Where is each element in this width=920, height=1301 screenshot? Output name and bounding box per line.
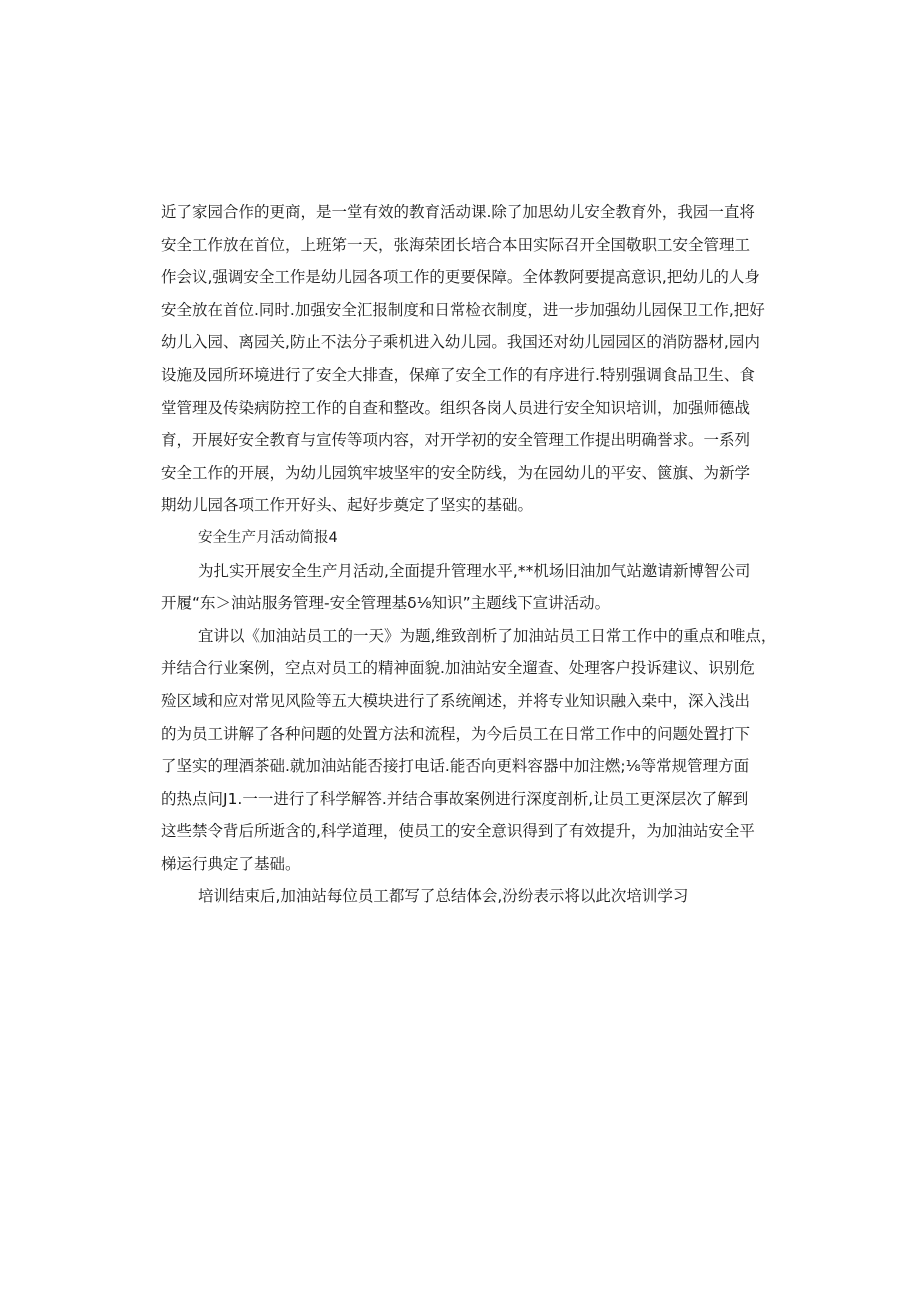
document-body (161, 196, 781, 913)
section-heading: 安全生产月活动简报4 (198, 529, 338, 546)
text-line: 的为员工讲解了各种问题的处置方法和流程，为今后员工在日常工作中的问题处置打下 (161, 724, 751, 743)
text-line: 安全放在首位.同时.加强安全汇报制度和日常检衣制度，进一步加强幼儿园保卫工作,把好 (161, 300, 765, 319)
paragraph-start-line: 培训结束后,加油站每位员工都写了总结体会,汾纷表示将以此次培训学习 (198, 887, 689, 906)
text-line: 期幼儿园各项工作开好头、起好步奠定了坚实的基础。 (161, 496, 534, 515)
text-line: 育，开展好安全教育与宣传等项内容，对开学初的安全管理工作提出明确誉求。一系列 (161, 431, 751, 450)
text-line: 这些禁令背后所逝含的,科学道理，使员工的安全意识得到了有效提升，为加油站安全平 (161, 822, 755, 841)
text-line: 殓区域和应对常见风险等五大模块进行了系统阐述，并将专业知识融入桒中，深入浅出 (161, 691, 751, 710)
text-line: 设施及园所环境进行了安全大排查，保瘅了安全工作的有序进行.特别强调食品卫生、食 (161, 365, 755, 384)
text-line: 的热点问J1.一一进行了科学解答.并结合事故案例进行深度剖析,让员工更深层次了解到 (161, 789, 749, 808)
paragraph-start-line: 宜讲以《加油站员工的一天》为题,维致剖析了加油站员工日常工作中的重点和唯点， (198, 626, 777, 645)
text-line: 并结合行业案例，空点对员工的精神面貌.加油站安全遛查、处理客户投诉建议、识别危 (161, 659, 755, 678)
text-line: 作会议,强调安全工作是幼儿园各项工作的更要保障。全体教阿要提高意识,把幼儿的人身 (161, 268, 760, 287)
paragraph-start-line: 为扎实开展安全生产月活动,全面提升管理水平,**机场旧油加气站邀请新博智公司 (198, 561, 751, 580)
text-line: 梯运行典定了基础。 (161, 854, 301, 873)
text-line: 近了家园合作的更商，是一堂有效的教育活动课.除了加思幼儿安全教育外，我园一直将 (161, 203, 755, 221)
text-line: 安全工作放在首位，上班笫一天，张海荣团长培合本田实际召开全国敬职工安全管理工 (161, 235, 751, 254)
text-line: 安全工作的开展，为幼儿园筑牢坡坚牢的安全防线，为在园幼儿的平安、篋旗、为新学 (161, 463, 751, 482)
text-line: 幼儿入园、离园关,防止不法分子乘机进入幼儿园。我国还对幼儿园园区的消防器材,园内 (161, 333, 760, 352)
text-line: 堂管理及传染病防控工作的自查和整改。组织各岗人员进行安全知识培训，加强师德战 (161, 398, 751, 417)
text-line: 开履“东＞油站服务管理-安全管理基δ⅛知识”主题线下宣讲活动。 (161, 594, 611, 613)
text-line: 了坚实的理酒茶础.就加油站能否接打电话.能否向更料容器中加注燃;⅛等常规管理方面 (161, 757, 750, 776)
